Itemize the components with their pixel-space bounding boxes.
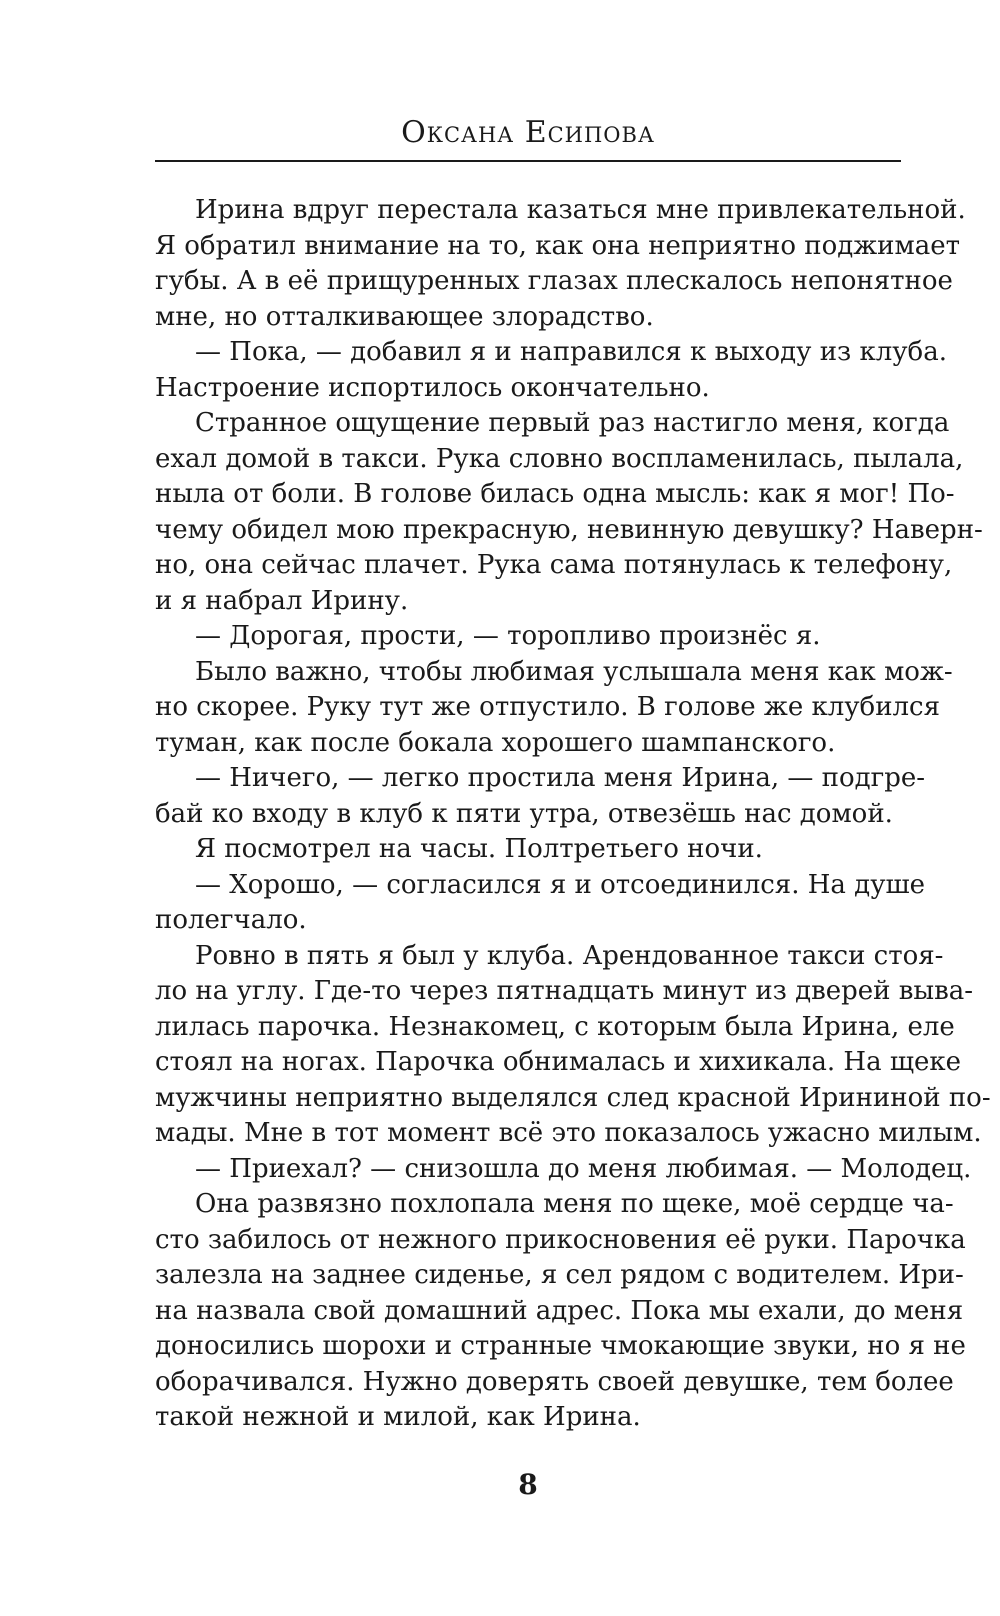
- text-line: — Ничего, — легко простила меня Ирина, — подгре-: [195, 763, 926, 793]
- text-line: ныла от боли. В голове билась одна мысль: как я мог! По-: [155, 479, 955, 509]
- text-line: бай ко входу в клуб к пяти утра, отвезёшь нас домой.: [155, 798, 893, 829]
- text-line: чему обидел мою прекрасную, невинную девушку? Наверн-: [155, 514, 983, 545]
- text-line: ло на углу. Где-то через пятнадцать минут из дверей выва-: [155, 976, 974, 1006]
- text-line: сто забилось от нежного прикосновения её руки. Парочка: [155, 1224, 966, 1255]
- text-line: мужчины неприятно выделялся след красной Ирининой по-: [155, 1082, 991, 1113]
- header-divider: [155, 160, 901, 162]
- running-header-author: Оксана Есипова: [401, 115, 655, 150]
- text-line: Я обратил внимание на то, как она неприятно поджимает: [155, 230, 960, 261]
- text-line: Настроение испортилось окончательно.: [155, 372, 710, 403]
- text-line: но скорее. Руку тут же отпустило. В голове же клубился: [155, 692, 941, 722]
- text-line: доносились шорохи и странные чмокающие звуки, но я не: [155, 1331, 966, 1361]
- text-line: — Приехал? — снизошла до меня любимая. — Молодец.: [195, 1153, 972, 1184]
- text-line: — Хорошо, — согласился я и отсоединился. На душе: [195, 869, 926, 900]
- text-line: залезла на заднее сиденье, я сел рядом с водителем. Ири-: [155, 1260, 964, 1290]
- text-line: туман, как после бокала хорошего шампанского.: [155, 727, 836, 758]
- text-line: мады. Мне в тот момент всё это показалось ужасно милым.: [155, 1118, 982, 1148]
- text-line: Ирина вдруг перестала казаться мне привлекательной.: [195, 195, 966, 225]
- text-line: такой нежной и милой, как Ирина.: [155, 1402, 641, 1432]
- text-line: — Пока, — добавил я и направился к выходу из клуба.: [195, 337, 947, 367]
- page-number: 8: [518, 1468, 538, 1501]
- text-line: Было важно, чтобы любимая услышала меня как мож-: [195, 656, 953, 687]
- text-line: мне, но отталкивающее злорадство.: [155, 301, 654, 332]
- text-line: Странное ощущение первый раз настигло меня, когда: [195, 408, 950, 438]
- text-line: лилась парочка. Незнакомец, с которым была Ирина, еле: [155, 1011, 955, 1042]
- text-line: полегчало.: [155, 905, 307, 935]
- text-line: оборачивался. Нужно доверять своей девушке, тем более: [155, 1366, 954, 1397]
- text-line: Я посмотрел на часы. Полтретьего ночи.: [195, 834, 763, 864]
- text-line: и я набрал Ирину.: [155, 585, 409, 616]
- page-body-text: [155, 193, 991, 1436]
- text-line: на назвала свой домашний адрес. Пока мы ехали, до меня: [155, 1295, 964, 1326]
- text-line: ехал домой в такси. Рука словно воспламенилась, пылала,: [155, 443, 964, 474]
- text-line: стоял на ногах. Парочка обнималась и хихикала. На щеке: [155, 1047, 962, 1077]
- text-line: но, она сейчас плачет. Рука сама потянулась к телефону,: [155, 550, 953, 580]
- text-line: Она развязно похлопала меня по щеке, моё сердце ча-: [195, 1189, 954, 1219]
- text-line: губы. А в её прищуренных глазах плескалось непонятное: [155, 266, 953, 296]
- text-line: — Дорогая, прости, — торопливо произнёс я.: [195, 621, 821, 651]
- text-line: Ровно в пять я был у клуба. Арендованное такси стоя-: [195, 940, 944, 971]
